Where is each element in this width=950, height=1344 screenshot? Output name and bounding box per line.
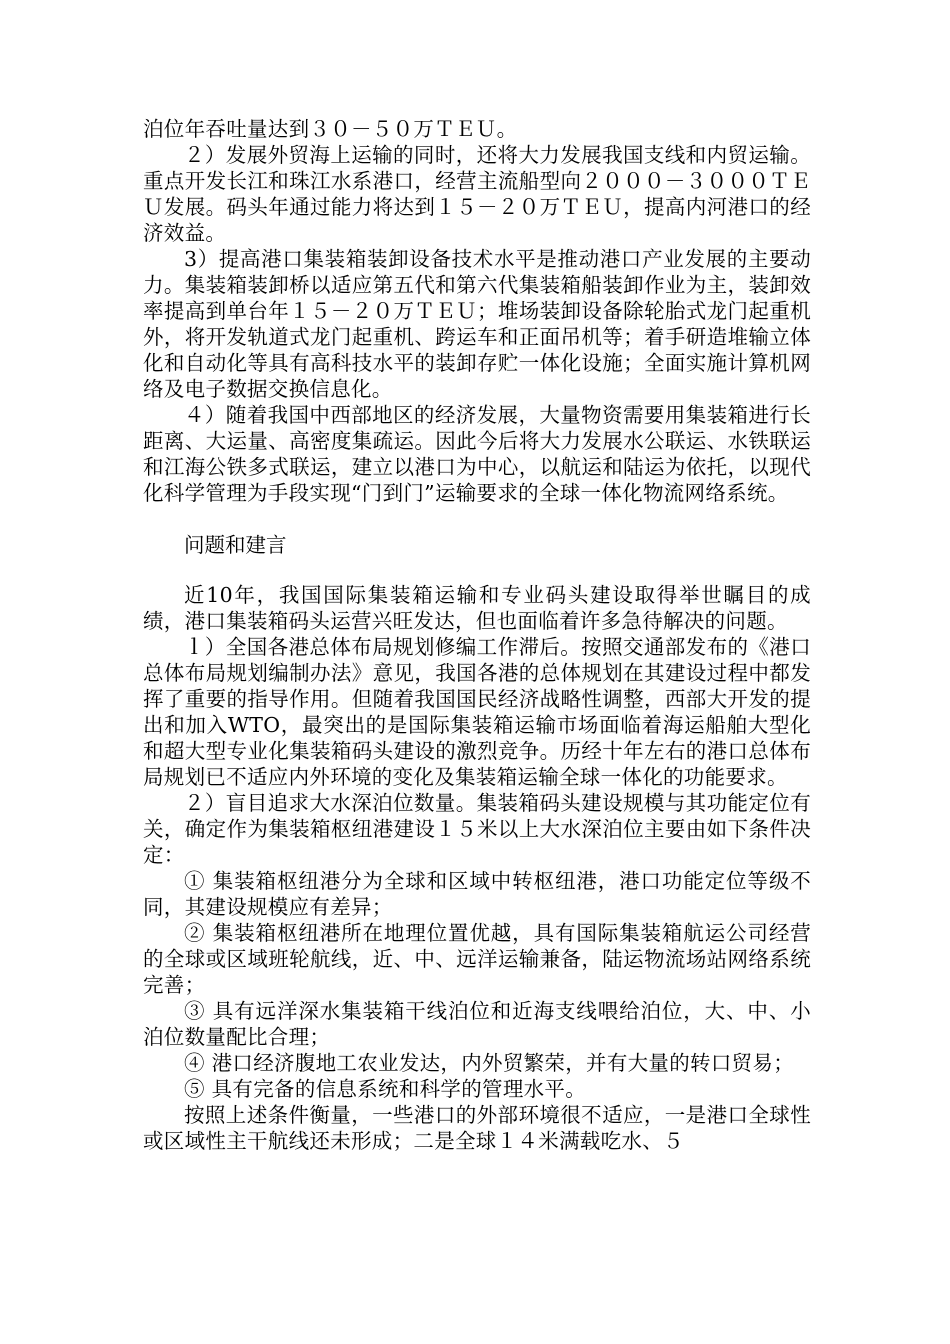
paragraph-11: ④ 港口经济腹地工农业发达，内外贸繁荣，并有大量的转口贸易； [184, 1051, 795, 1075]
paragraph-6: ｌ）全国各港总体布局规划修编工作滞后。按照交通部发布的《港口总体布局规划编制办法》意见，我国各港的总体规划在其建设过程中都发挥了重要的指导作用。但随着我国国民经济战略性调整，西部大开发的提出和加入WTO，最突出的是国际集装箱运输市场面临着海运船舶大型化和超大型专业化集装箱码头建设的激烈竞争。历经十年左右的港口总体布局规划已不适应内外环境的变化及集装箱运输全球一体化的功能要求。 [143, 635, 811, 789]
paragraph-12: ⑤ 具有完备的信息系统和科学的管理水平。 [184, 1077, 587, 1101]
paragraph-5: 近10年，我国国际集装箱运输和专业码头建设取得举世瞩目的成绩，港口集装箱码头运营兴旺发达，但也面临着许多急待解决的问题。 [143, 583, 811, 633]
paragraph-3: 3）提高港口集装箱装卸设备技术水平是推动港口产业发展的主要动力。集装箱装卸桥以适应第五代和第六代集装箱船装卸作业为主，装卸效率提高到单台年１５－２０万ＴＥＵ；堆场装卸设备除轮胎式龙门起重机外，将开发轨道式龙门起重机、跨运车和正面吊机等；着手研造堆输立体化和自动化等具有高科技水平的装卸存贮一体化设施；全面实施计算机网络及电子数据交换信息化。 [143, 247, 811, 401]
paragraph-7: ２）盲目追求大水深泊位数量。集装箱码头建设规模与其功能定位有关，确定作为集装箱枢纽港建设１５米以上大水深泊位主要由如下条件决定： [143, 791, 811, 867]
paragraph-1: 泊位年吞吐量达到３０－５０万ＴＥＵ。 [143, 117, 518, 141]
paragraph-8: ① 集装箱枢纽港分为全球和区域中转枢纽港，港口功能定位等级不同，其建设规模应有差异； [143, 869, 811, 919]
section-heading: 问题和建言 [184, 533, 287, 557]
paragraph-4: ４）随着我国中西部地区的经济发展，大量物资需要用集装箱进行长距离、大运量、高密度集疏运。因此今后将大力发展水公联运、水铁联运和江海公铁多式联运，建立以港口为中心，以航运和陆运为依托，以现代化科学管理为手段实现“门到门”运输要求的全球一体化物流网络系统。 [143, 403, 811, 505]
paragraph-13: 按照上述条件衡量，一些港口的外部环境很不适应，一是港口全球性或区域性主干航线还未形成；二是全球１４米满载吃水、５ [143, 1103, 811, 1153]
paragraph-2: ２）发展外贸海上运输的同时，还将大力发展我国支线和内贸运输。重点开发长江和珠江水系港口，经营主流船型向２０００－３０００ＴＥＵ发展。码头年通过能力将达到１５－２０万ＴＥＵ，提高内河港口的经济效益。 [143, 143, 811, 245]
document-page [143, 116, 811, 1154]
paragraph-10: ③ 具有远洋深水集装箱干线泊位和近海支线喂给泊位，大、中、小泊位数量配比合理； [143, 999, 811, 1049]
paragraph-9: ② 集装箱枢纽港所在地理位置优越，具有国际集装箱航运公司经营的全球或区域班轮航线，近、中、远洋运输兼备，陆运物流场站网络系统完善； [143, 921, 811, 997]
bottom-section [143, 582, 811, 1154]
top-section [143, 116, 811, 506]
